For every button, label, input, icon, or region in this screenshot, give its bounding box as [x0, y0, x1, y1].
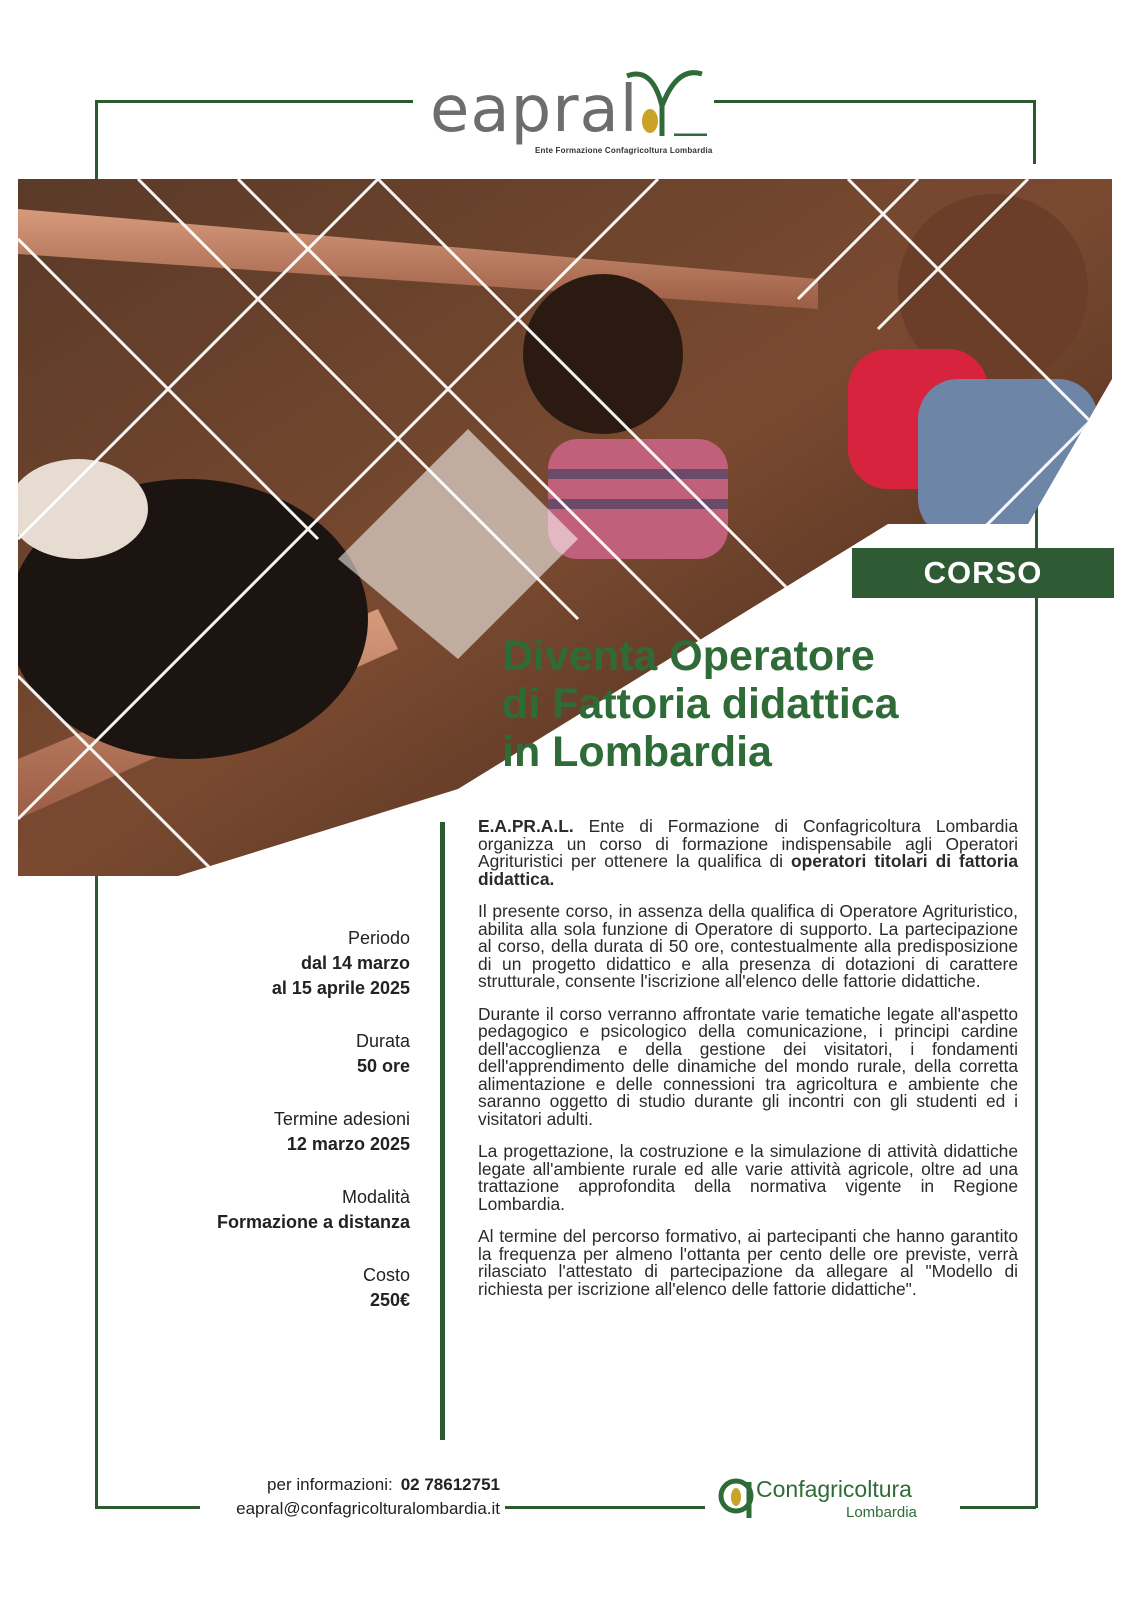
paragraph-intro — [478, 818, 1018, 888]
period-end: al 15 aprile 2025 — [271, 978, 410, 998]
contact-info — [160, 1473, 500, 1521]
title-line-2: di Fattoria didattica — [502, 680, 899, 728]
course-details — [150, 926, 410, 1341]
title-line-3: in Lombardia — [502, 728, 772, 776]
frame-bottom-mid — [505, 1506, 705, 1509]
org-region: Lombardia — [846, 1504, 917, 1521]
frame-top-left — [95, 100, 413, 103]
mode-value: Formazione a distanza — [216, 1212, 410, 1232]
cost-label: Costo — [362, 1265, 410, 1285]
course-badge: CORSO — [852, 548, 1114, 598]
frame-left-top — [95, 100, 98, 180]
paragraph-5: Al termine del percorso formativo, ai partecipanti che hanno garantito la frequenza per almeno l'ottanta per cento delle ore previste, verrà rilasciato l'attestato di partecipazione da allegare al "Modello di richiesta per iscrizione all'elenco delle fattorie didattiche". — [478, 1226, 1018, 1299]
title-line-1: Diventa Operatore — [502, 632, 875, 680]
eapral-logo — [430, 58, 713, 158]
deadline-block — [150, 1107, 410, 1157]
email-link[interactable]: eapral@confagricolturalombardia.it — [236, 1499, 500, 1518]
logo-subtitle: Ente Formazione Confagricoltura Lombardia — [535, 146, 713, 155]
frame-bottom-right — [960, 1506, 1036, 1509]
org-acronym: E.A.PR.A.L. — [478, 816, 574, 836]
period-block — [150, 926, 410, 1001]
duration-value: 50 ore — [356, 1056, 410, 1076]
qualification-text: operatori titolari di fattoria didattica. — [478, 851, 1018, 889]
info-label: per informazioni: — [267, 1475, 393, 1494]
paragraph-3: Durante il corso verranno affrontate varie tematiche legate all'aspetto pedagogico e psicologico della comunicazione, i principi cardine dell'accoglienza e della gestione dei visitatori, i fondamenti dell'apprendimento delle dinamiche del mondo rurale, della corretta alimentazione e delle connessioni tra agricoltura e ambiente che saranno oggetto di studio durante gli incontri con gli studenti ed i visitatori adulti. — [478, 1003, 1018, 1129]
confagricoltura-logo — [718, 1468, 948, 1528]
paragraph-2: Il presente corso, in assenza della qualifica di Operatore Agrituristico, abilita alla sola funzione di Operatore di supporto. La partecipazione al corso, della durata di 50 ore, contestualmente alla predisposizione di un progetto didattico e alla presenza di dotazioni di carattere strutturale, consente l'iscrizione all'elenco delle fattorie didattiche. — [478, 901, 1018, 991]
paragraph-4: La progettazione, la costruzione e la simulazione di attività didattiche legate all'ambiente rurale ed alle varie attività agricole, oltre ad una trattazione approfondita della normativa vigente in Regione Lombardia. — [478, 1141, 1018, 1214]
deadline-label: Termine adesioni — [273, 1109, 410, 1129]
period-start: dal 14 marzo — [300, 953, 410, 973]
frame-right-top — [1033, 100, 1036, 164]
duration-block — [150, 1029, 410, 1079]
deadline-value: 12 marzo 2025 — [286, 1134, 410, 1154]
intro-text: Ente di Formazione di Confagricoltura Lombardia organizza un corso di formazione indispensabile agli Operatori Agrituristici per ottenere la qualifica di — [478, 816, 1018, 871]
mode-label: Modalità — [341, 1187, 410, 1207]
page-title — [502, 632, 1062, 776]
confagricoltura-emblem-icon — [718, 1472, 754, 1522]
body-accent-bar — [440, 822, 445, 1440]
frame-top-right — [714, 100, 1036, 103]
cost-block — [150, 1263, 410, 1313]
duration-label: Durata — [355, 1031, 410, 1051]
wheat-leaf-icon — [622, 66, 712, 136]
cost-value: 250€ — [369, 1290, 410, 1310]
period-label: Periodo — [347, 928, 410, 948]
phone-line — [160, 1473, 500, 1497]
phone-number[interactable]: 02 78612751 — [400, 1475, 500, 1494]
logo-wordmark: eapral — [430, 73, 639, 147]
org-name: Confagricoltura — [756, 1476, 912, 1502]
mode-block — [150, 1185, 410, 1235]
course-description — [478, 818, 1018, 1313]
